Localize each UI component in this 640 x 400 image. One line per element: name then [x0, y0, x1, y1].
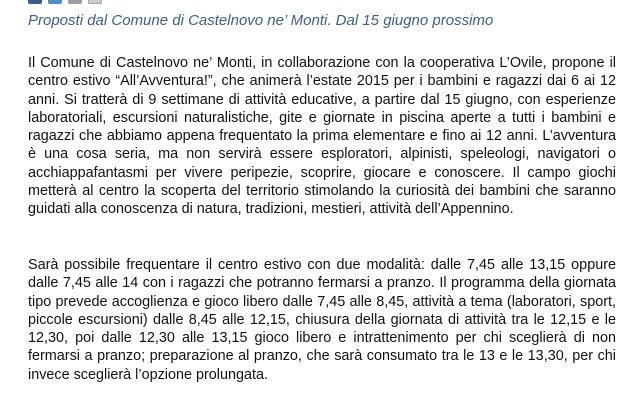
article-paragraph-2: Sarà possibile frequentare il centro estivo con due modalità: dalle 7,45 alle 13,15 oppure dalle 7,45 alle 14 con i ragazzi che potranno fermarsi a pranzo. Il programma della giornata tipo prevede accoglienza e gioco libero dalle 7,45 alle 8,45, attività a tema (laboratori, sport, piccole escursioni) dalle 8,45 alle 12,15, chiusura della giornata di attività tra le 12,15 e le 12,30, poi dalle 12,30 alle 13,15 gioco libero e intrattenimento per chi sceglierà di non fermarsi a pranzo; preparazione al pranzo, che sarà consumato tra le 13 e le 13,30, per chi invece sceglierà l’opzione prolungata. [28, 257, 616, 383]
article-subtitle: Proposti dal Comune di Castelnovo ne’ Monti. Dal 15 giugno prossimo [28, 12, 494, 29]
email-icon[interactable] [88, 0, 102, 4]
twitter-icon[interactable] [48, 0, 62, 4]
article-paragraph-1: Il Comune di Castelnovo ne’ Monti, in collaborazione con la cooperativa L’Ovile, propone il centro estivo “All’Avventura!”, che animerà l’estate 2015 per i bambini e ragazzi dai 6 ai 12 anni. Si tratterà di 9 settimane di attività educative, a partire dal 15 giugno, con esperienze laboratoriali, escursioni naturalistiche, gite e giornate in piscina aperte a tutti i bambini e ragazzi che abbiamo appena frequentato la prima elementare e fino ai 12 anni. L’avventura è una cosa seria, ma non servirà essere esploratori, alpinisti, speleologi, navigatori o acchiappafantasmi per vivere peripezie, scoprire, giocare e conoscere. Il campo giochi metterà al centro la scoperta del territorio stimolando la curiosità dei bambini che saranno guidati alla conoscenza di natura, tradizioni, mestieri, attività dell’Appennino. [28, 55, 616, 218]
facebook-icon[interactable] [28, 0, 42, 4]
print-icon[interactable] [68, 0, 82, 4]
share-toolbar [28, 0, 102, 4]
